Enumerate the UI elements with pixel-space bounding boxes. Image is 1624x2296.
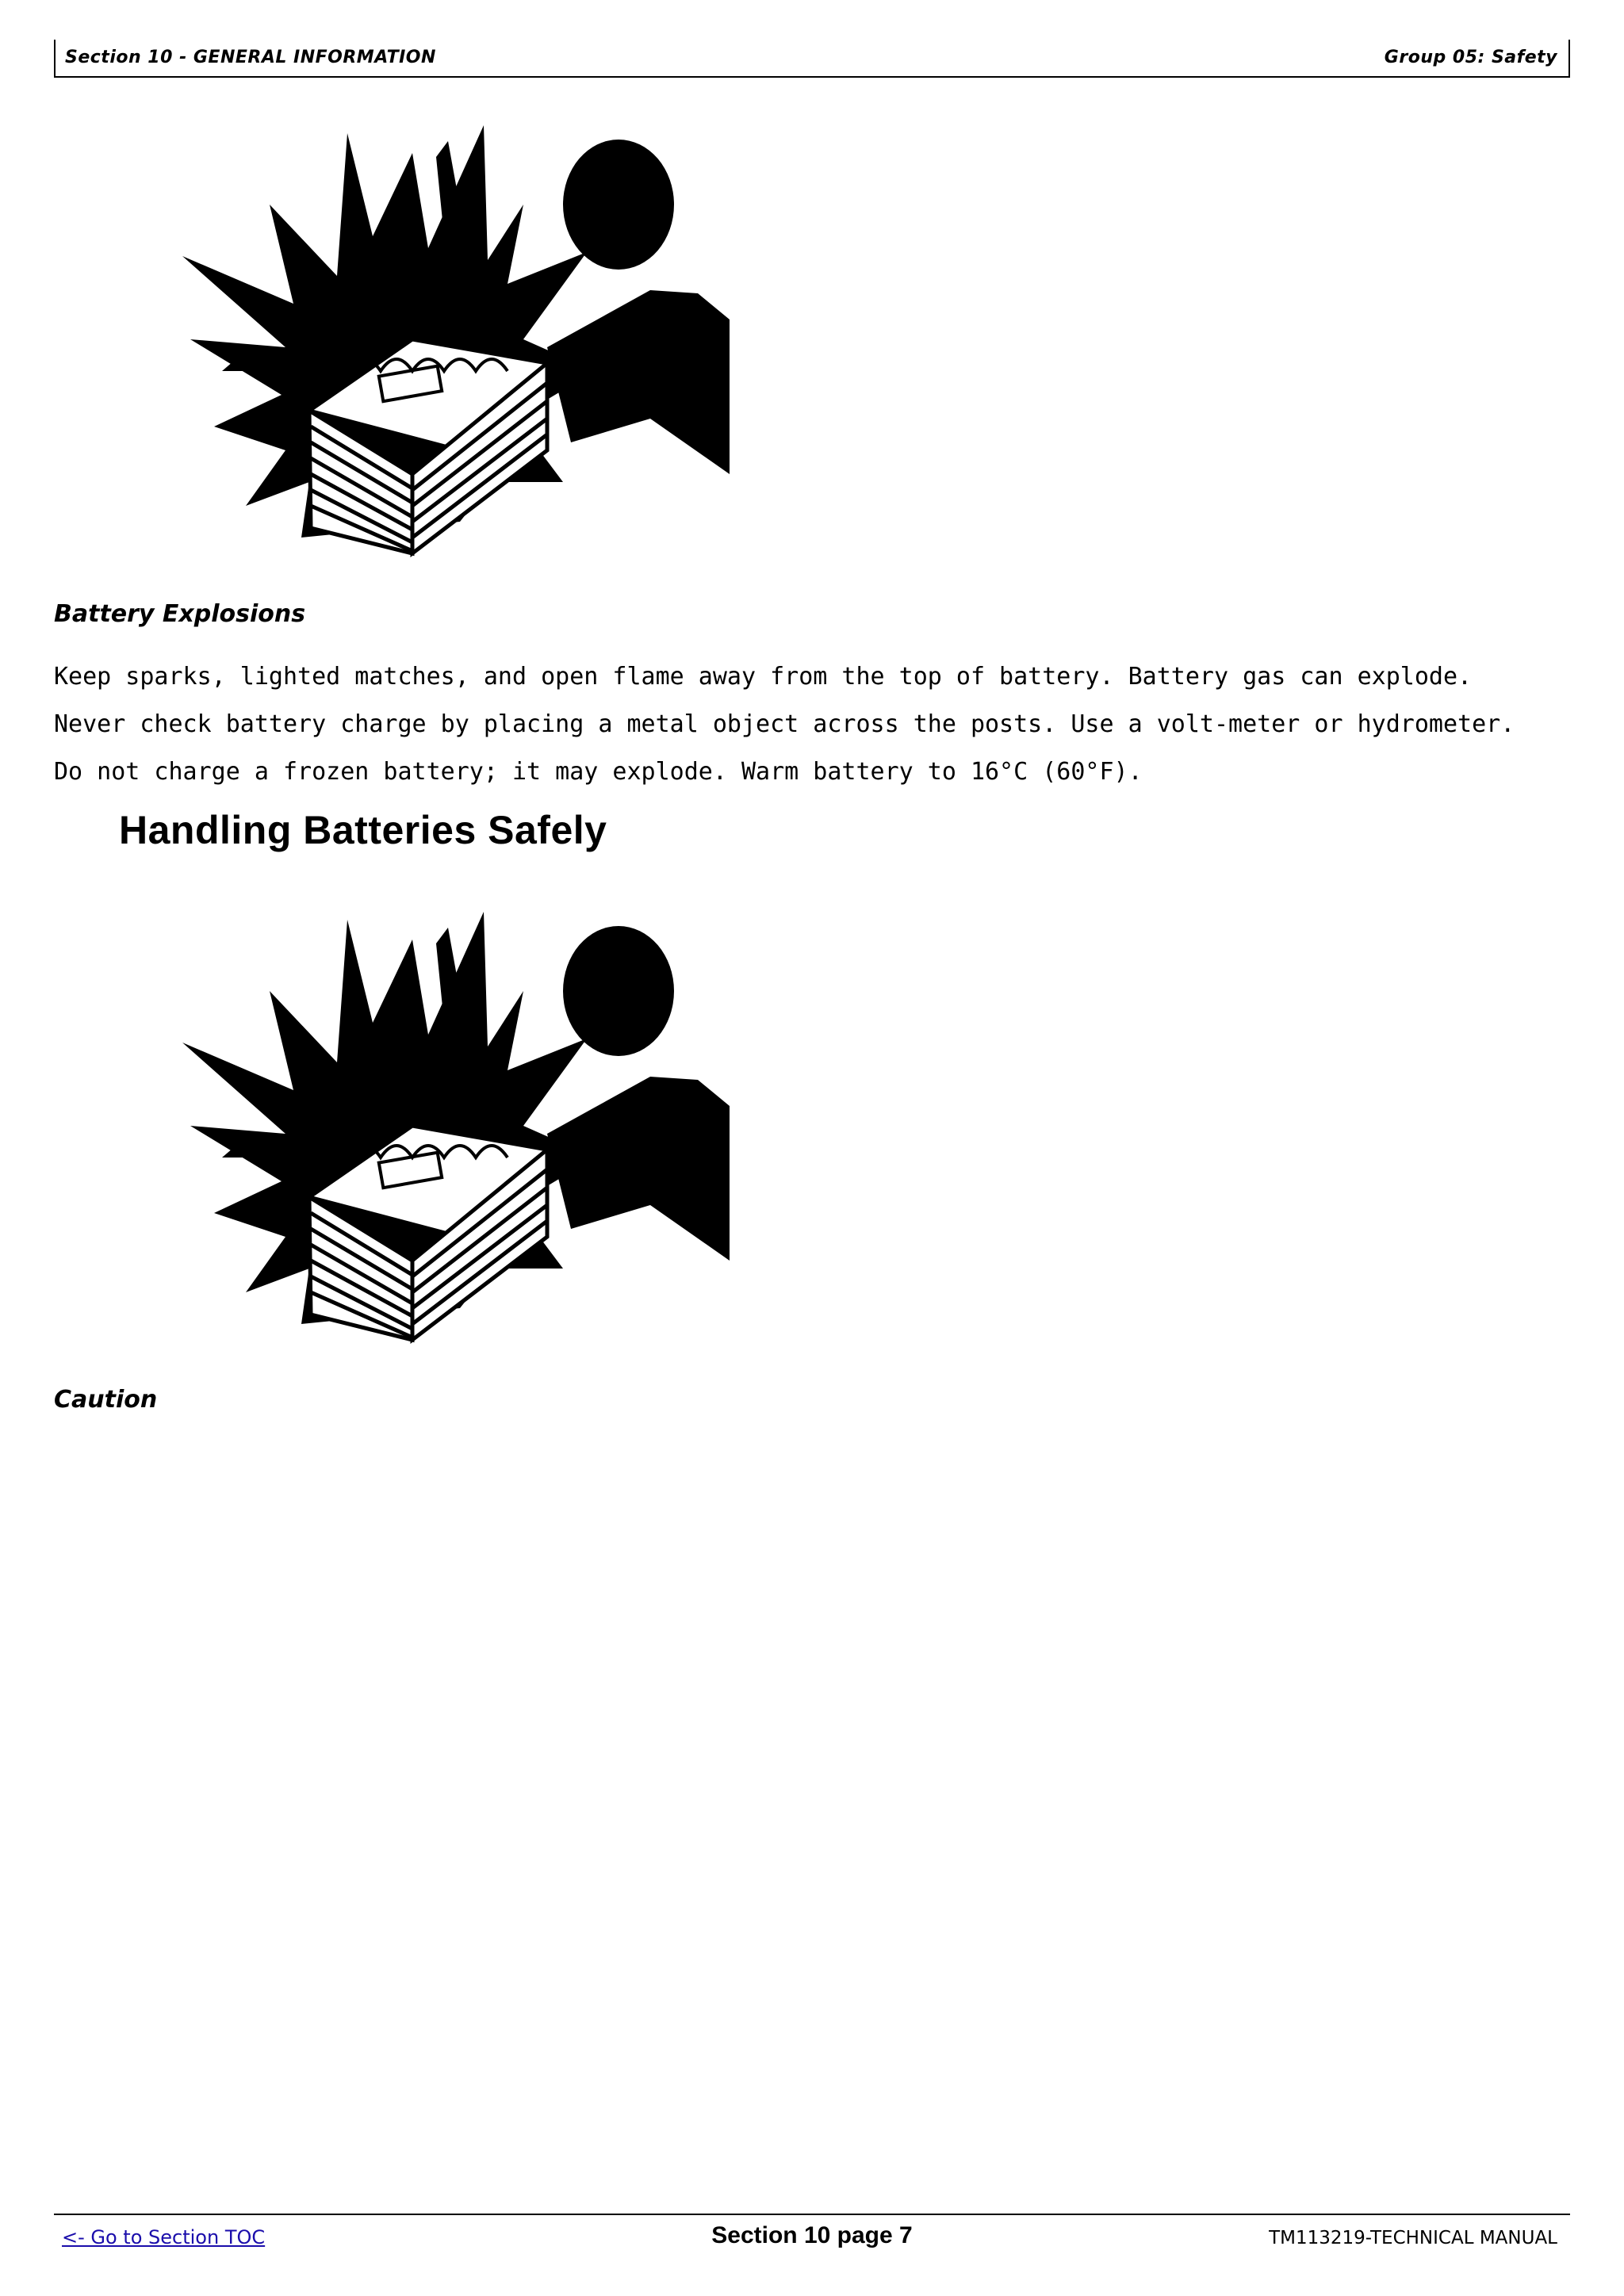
- footer-manual-id: TM113219-TECHNICAL MANUAL: [1269, 2228, 1557, 2248]
- footer-page-number: Section 10 page 7: [711, 2222, 913, 2248]
- battery-explosion-icon: [174, 896, 745, 1348]
- battery-explosion-icon: [174, 109, 745, 561]
- paragraph: Keep sparks, lighted matches, and open flame away from the top of battery. Battery gas can explode.: [54, 663, 1473, 691]
- figure-caption-battery-explosions: Battery Explosions: [54, 600, 306, 628]
- section-heading: Handling Batteries Safely: [119, 808, 607, 852]
- go-to-section-toc-link[interactable]: <- Go to Section TOC: [62, 2226, 266, 2248]
- paragraph: Never check battery charge by placing a metal object across the posts. Use a volt-meter or hydrometer.: [54, 710, 1515, 738]
- page-header: [54, 40, 1570, 78]
- battery-explosion-figure: [174, 896, 745, 1348]
- header-section-title: Section 10 - GENERAL INFORMATION: [65, 48, 436, 67]
- header-group-title: Group 05: Safety: [1384, 48, 1557, 67]
- battery-explosion-figure: [174, 109, 745, 561]
- figure-caption-caution: Caution: [54, 1386, 158, 1414]
- paragraph: Do not charge a frozen battery; it may explode. Warm battery to 16°C (60°F).: [54, 758, 1143, 786]
- footer-divider: [54, 2214, 1570, 2215]
